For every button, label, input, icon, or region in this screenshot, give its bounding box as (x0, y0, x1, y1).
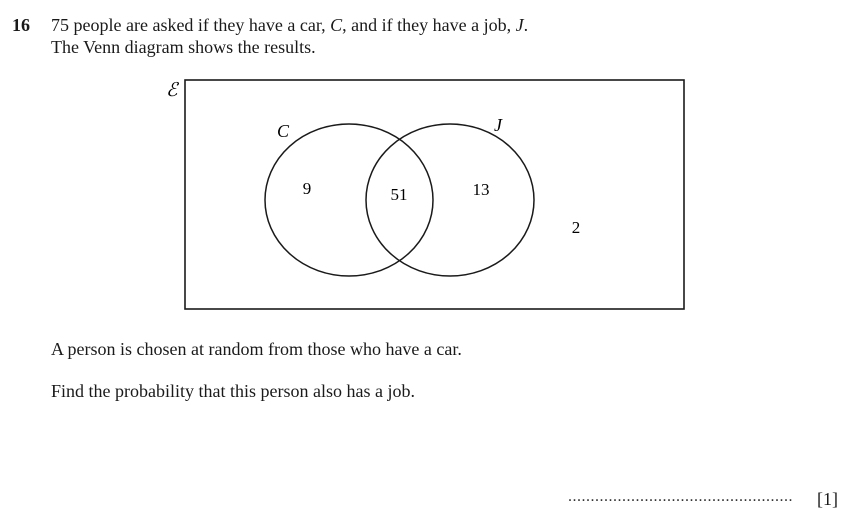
set-j-label: J (494, 115, 502, 135)
venn-diagram (150, 70, 710, 320)
job-symbol: J (515, 15, 524, 35)
marks-label: [1] (817, 489, 838, 509)
intro-text-c: . (523, 15, 529, 35)
intro-text-a: 75 people are asked if they have a car, (51, 15, 331, 35)
intro-text-b: , and if they have a job, (342, 15, 516, 35)
set-c-label: C (277, 121, 290, 141)
answer-line[interactable]: .................................................. (568, 488, 793, 505)
only-j-value: 13 (472, 180, 490, 199)
question-intro-line1 (51, 15, 528, 36)
question-intro-line2: The Venn diagram shows the results. (51, 37, 316, 57)
question-prompt-line2: Find the probability that this person also has a job. (51, 381, 415, 401)
set-c-circle (265, 124, 433, 276)
universal-set-label: ℰ (166, 80, 178, 101)
question-number: 16 (12, 15, 30, 35)
car-symbol: C (330, 15, 343, 35)
intersection-value: 51 (390, 185, 408, 204)
neither-value: 2 (571, 218, 581, 237)
only-c-value: 9 (302, 179, 312, 198)
question-prompt-line1: A person is chosen at random from those who have a car. (51, 339, 462, 359)
